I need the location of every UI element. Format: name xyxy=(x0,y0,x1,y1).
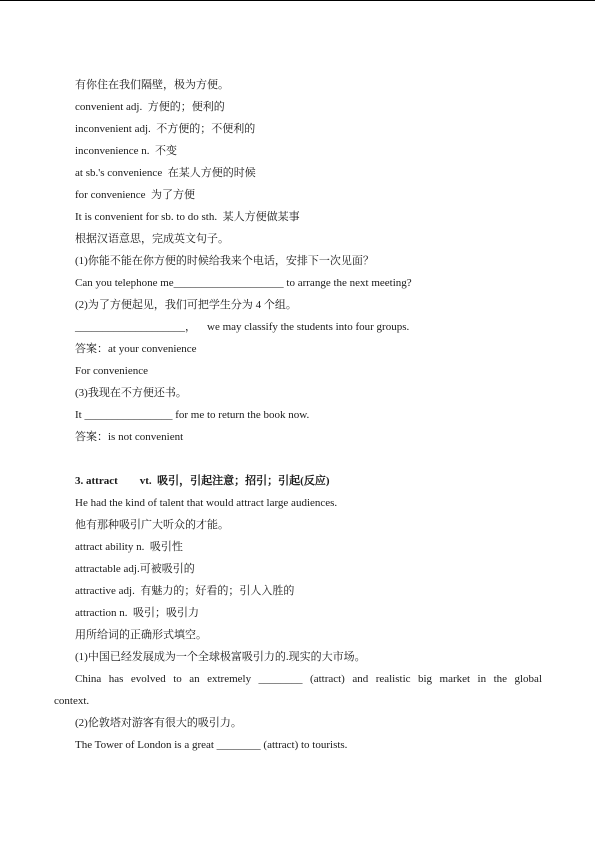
exercise-sentence: It ________________ for me to return the book now. xyxy=(75,409,310,421)
vocab-entry: attractable adj.可被吸引的 xyxy=(75,563,195,575)
exercise-instruction: 用所给词的正确形式填空。 xyxy=(75,629,207,641)
vocab-entry: inconvenient adj. 不方便的；不便利的 xyxy=(75,123,256,135)
exercise-sentence: Can you telephone me____________________ to arrange the next meeting? xyxy=(75,277,412,289)
exercise-sentence-continuation: context. xyxy=(54,695,90,707)
exercise-sentence: ____________________， we may classify the students into four groups. xyxy=(75,321,410,333)
vocab-entry: inconvenience n. 不变 xyxy=(75,145,178,157)
exercise-question: (1)中国已经发展成为一个全球极富吸引力的.现实的大市场。 xyxy=(75,651,366,663)
vocab-entry: for convenience 为了方便 xyxy=(75,189,196,201)
exercise-instruction: 根据汉语意思，完成英文句子。 xyxy=(75,233,229,245)
vocab-entry: attract ability n. 吸引性 xyxy=(75,541,183,553)
vocab-entry: at sb.'s convenience 在某人方便的时候 xyxy=(75,167,256,179)
example-sentence: He had the kind of talent that would attract large audiences. xyxy=(75,497,338,509)
exercise-sentence: China has evolved to an extremely ________ (attract) and realistic big market in the global xyxy=(75,673,542,685)
text-line: 有你住在我们隔壁，极为方便。 xyxy=(75,79,229,91)
header-rule xyxy=(0,0,595,1)
vocab-entry: It is convenient for sb. to do sth. 某人方便做某事 xyxy=(75,211,300,223)
exercise-sentence: The Tower of London is a great ________ (attract) to tourists. xyxy=(75,739,348,751)
answer-line: 答案：is not convenient xyxy=(75,431,184,443)
vocab-entry: attraction n. 吸引；吸引力 xyxy=(75,607,200,619)
exercise-question: (2)为了方便起见，我们可把学生分为 4 个组。 xyxy=(75,299,297,311)
example-translation: 他有那种吸引广大听众的才能。 xyxy=(75,519,229,531)
exercise-question: (3)我现在不方便还书。 xyxy=(75,387,187,399)
section-heading: 3. attract vt. 吸引，引起注意；招引；引起(反应) xyxy=(75,475,330,487)
vocab-entry: convenient adj. 方便的；便利的 xyxy=(75,101,225,113)
answer-line: 答案：at your convenience xyxy=(75,343,197,355)
answer-line: For convenience xyxy=(75,365,148,377)
vocab-entry: attractive adj. 有魅力的；好看的；引人入胜的 xyxy=(75,585,295,597)
exercise-question: (2)伦敦塔对游客有很大的吸引力。 xyxy=(75,717,242,729)
exercise-question: (1)你能不能在你方便的时候给我来个电话，安排下一次见面？ xyxy=(75,255,374,267)
